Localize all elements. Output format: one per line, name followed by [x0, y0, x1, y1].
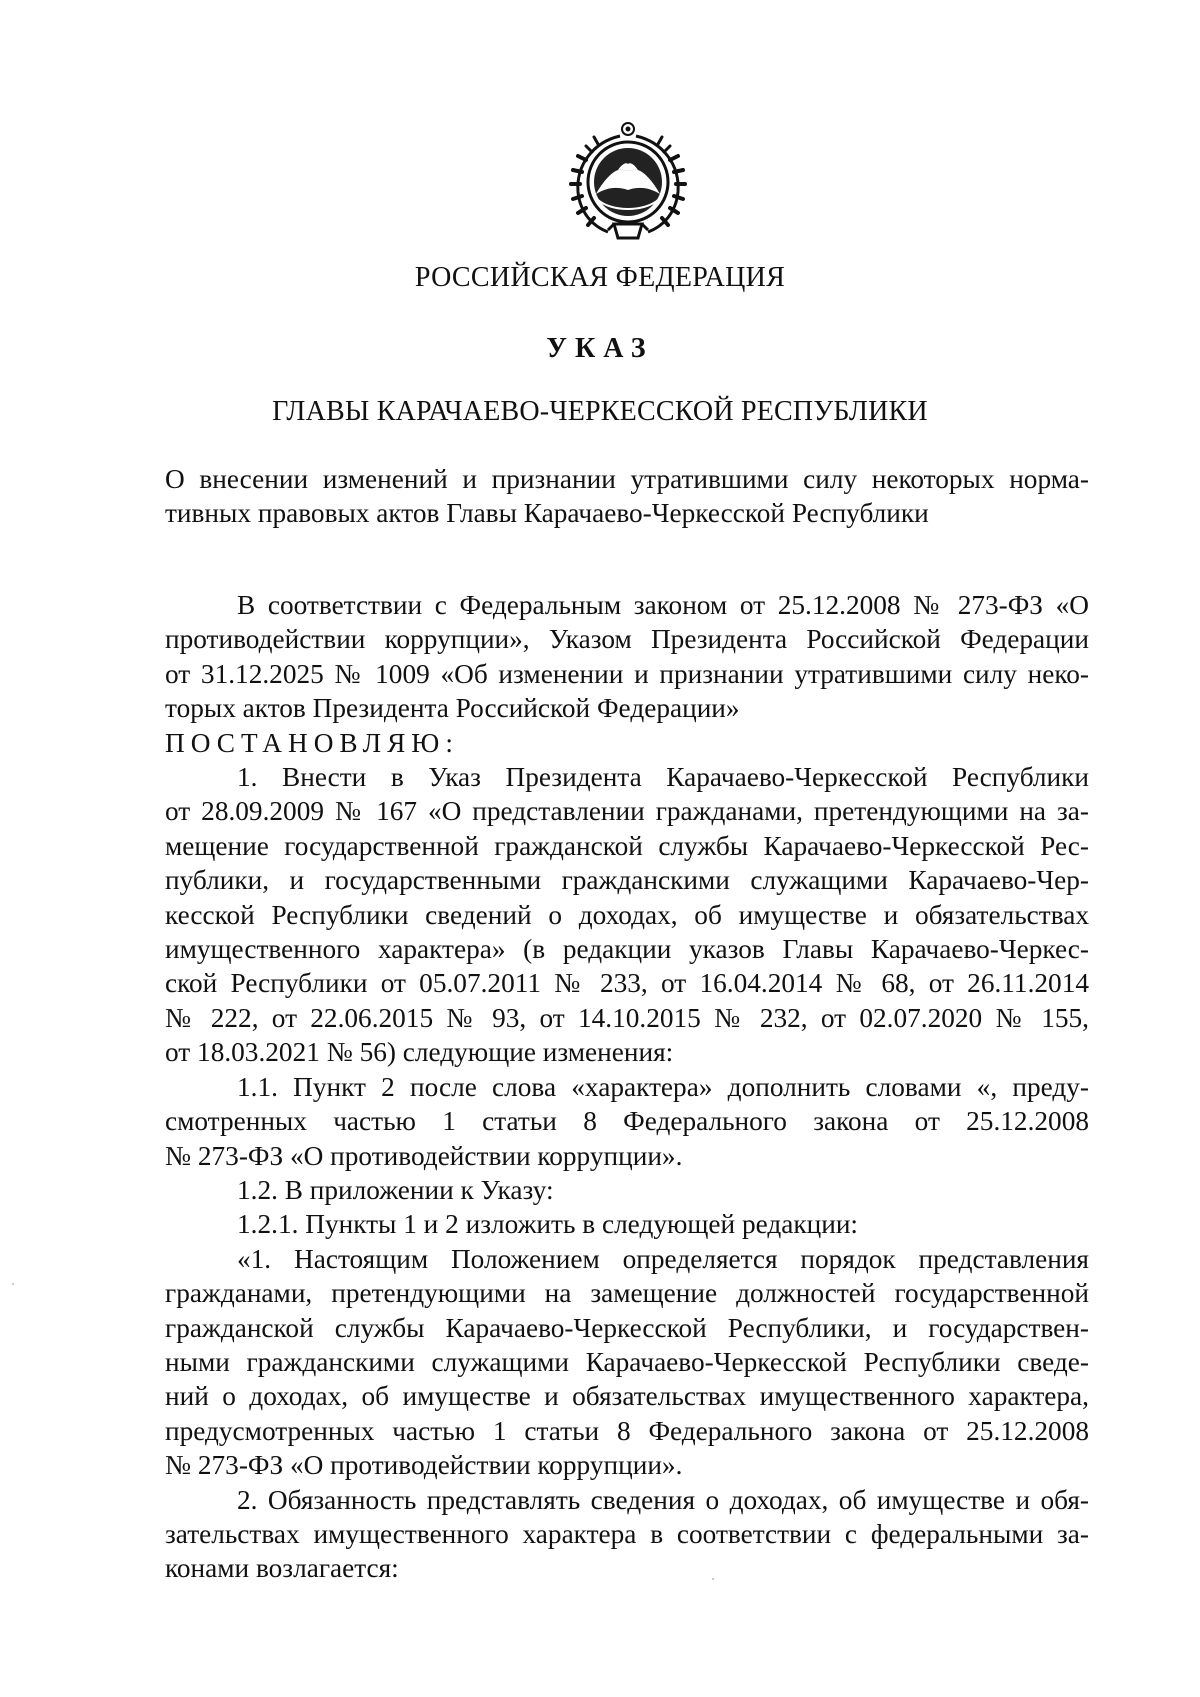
item-1-line: публики, и государственными гражданскими служащими Карачаево-Чер- — [165, 865, 1089, 896]
issuer-heading: ГЛАВЫ КАРАЧАЕВО-ЧЕРКЕССКОЙ РЕСПУБЛИКИ — [272, 396, 928, 427]
quote-1-line: гражданской службы Карачаево-Черкесской Республики, и государствен- — [165, 1312, 1089, 1343]
quote-1-line: ний о доходах, об имуществе и обязательствах имущественного характера, — [165, 1381, 1089, 1412]
item-1-line: кесской Республики сведений о доходах, об имуществе и обязательствах — [165, 899, 1089, 930]
item-1-2-1-line: 1.2.1. Пункты 1 и 2 изложить в следующей редакции: — [237, 1209, 859, 1240]
item-1-line: 1. Внести в Указ Президента Карачаево-Черкесской Республики — [237, 762, 1089, 793]
item-1-line: мещение государственной гражданской службы Карачаево-Черкесской Рес- — [165, 830, 1089, 861]
preamble-line: торых актов Президента Российской Федерации» — [165, 693, 740, 724]
preamble-line: противодействии коррупции», Указом Президента Российской Федерации — [165, 624, 1089, 655]
item-1-1-line: № 273-ФЗ «О противодействии коррупции». — [165, 1140, 683, 1171]
item-1-line: № 222, от 22.06.2015 № 93, от 14.10.2015 № 232, от 02.07.2020 № 155, — [165, 1002, 1089, 1033]
document-body — [165, 588, 1089, 1586]
resolves-word: ПОСТАНОВЛЯЮ: — [165, 727, 459, 758]
quote-1-line: ными гражданскими служащими Карачаево-Черкесской Республики сведе- — [165, 1346, 1089, 1377]
country-heading: РОССИЙСКАЯ ФЕДЕРАЦИЯ — [414, 262, 786, 293]
preamble-line: В соответствии с Федеральным законом от 25.12.2008 № 273-ФЗ «О — [237, 590, 1089, 620]
quote-1-line: предусмотренных частью 1 статьи 8 Федерального закона от 25.12.2008 — [165, 1415, 1089, 1446]
quote-1-line: № 273-ФЗ «О противодействии коррупции». — [165, 1450, 683, 1481]
subject-line: О внесении изменений и признании утратившими силу некоторых норма- — [165, 464, 1089, 494]
preamble-line: от 31.12.2025 № 1009 «Об изменении и признании утратившими силу неко- — [165, 658, 1089, 689]
item-1-line: от 28.09.2009 № 167 «О представлении гражданами, претендующими на за- — [165, 796, 1089, 827]
quote-2-line: конами возлагается: — [165, 1553, 399, 1584]
coat-of-arms-icon — [568, 120, 688, 244]
scan-speck — [12, 1283, 14, 1285]
item-1-1-line: смотренных частью 1 статьи 8 Федерального закона от 25.12.2008 — [165, 1106, 1089, 1137]
quote-1-line: гражданами, претендующими на замещение должностей государственной — [165, 1278, 1089, 1309]
subject-line: тивных правовых актов Главы Карачаево-Черкесской Республики — [165, 498, 929, 528]
document-subject — [165, 462, 1089, 530]
quote-1-line: «1. Настоящим Положением определяется порядок представления — [237, 1243, 1089, 1274]
item-1-1-line: 1.1. Пункт 2 после слова «характера» дополнить словами «, преду- — [237, 1071, 1089, 1102]
item-1-line: имущественного характера» (в редакции указов Главы Карачаево-Черкес- — [165, 934, 1089, 965]
item-1-line: ской Республики от 05.07.2011 № 233, от 16.04.2014 № 68, от 26.11.2014 — [165, 968, 1089, 999]
item-1-line: от 18.03.2021 № 56) следующие изменения: — [165, 1037, 674, 1068]
item-1-2-line: 1.2. В приложении к Указу: — [237, 1174, 554, 1205]
quote-2-line: 2. Обязанность представлять сведения о доходах, об имуществе и обя- — [237, 1484, 1089, 1515]
document-type-heading: УКАЗ — [546, 333, 654, 364]
scan-speck — [712, 1578, 714, 1580]
quote-2-line: зательствах имущественного характера в соответствии с федеральными за- — [165, 1518, 1089, 1549]
